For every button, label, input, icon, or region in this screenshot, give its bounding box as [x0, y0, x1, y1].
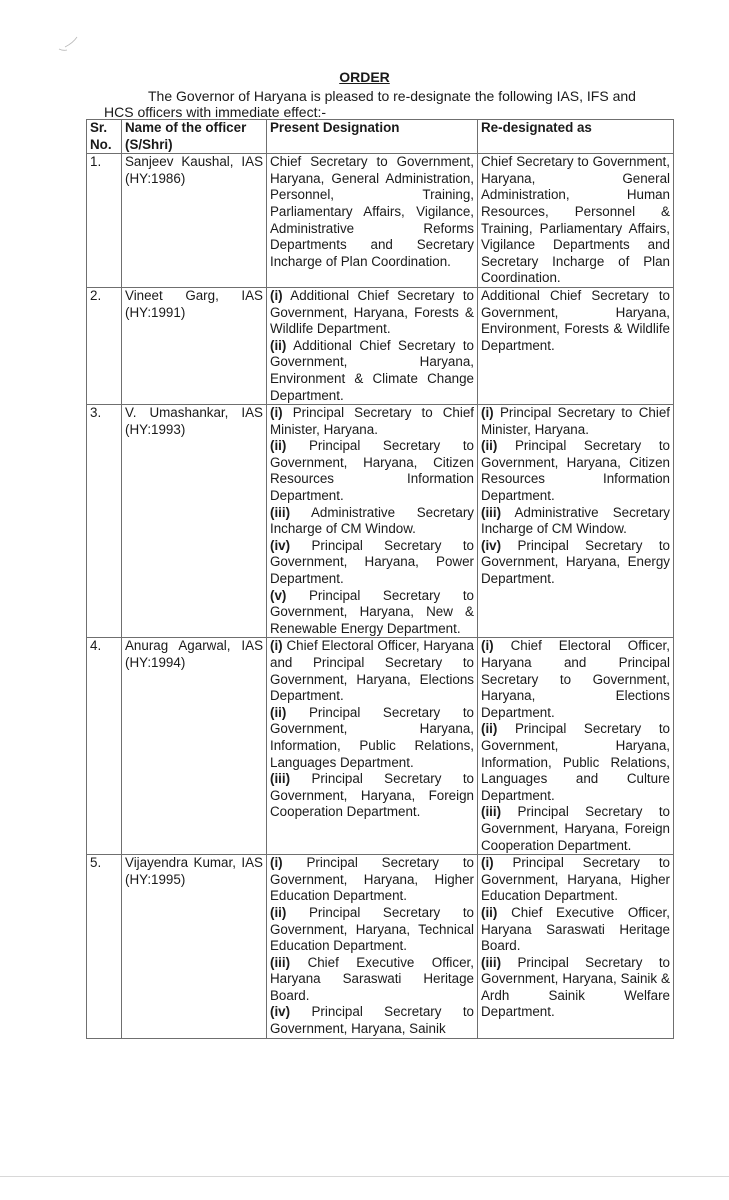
designation-item: [481, 154, 670, 287]
order-title: ORDER: [339, 69, 390, 85]
item-numeral: (iii): [481, 504, 502, 520]
cell-redesignated-as: [478, 154, 674, 288]
item-text: Principal Secretary to Government, Haryana, Higher Education Department.: [270, 855, 474, 904]
item-numeral: (ii): [270, 904, 287, 920]
item-numeral: (i): [481, 405, 494, 421]
item-text: Chief Secretary to Government, Haryana, General Administration, Personnel, Training, Parliamentary Affairs, Vigilance, Administrative Reforms Departments and Secretary Incharge of Plan Coordination.: [270, 154, 474, 269]
designation-item: [270, 1004, 474, 1037]
item-numeral: (i): [270, 287, 283, 303]
item-numeral: (iii): [270, 504, 291, 520]
cell-officer-name: Anurag Agarwal, IAS (HY:1994): [122, 638, 267, 855]
item-numeral: (i): [270, 638, 283, 654]
designation-item: [481, 804, 670, 854]
designation-item: [270, 505, 474, 538]
designation-item: [481, 538, 670, 588]
item-text: Principal Secretary to Government, Haryana, Foreign Cooperation Department.: [270, 771, 474, 820]
designation-item: [481, 505, 670, 538]
item-text: Principal Secretary to Chief Minister, Haryana.: [481, 405, 670, 437]
cell-redesignated-as: [478, 287, 674, 404]
designation-item: [270, 538, 474, 588]
item-text: Principal Secretary to Government, Haryana, Foreign Cooperation Department.: [481, 804, 670, 853]
header-sr-no: Sr. No.: [87, 120, 122, 154]
item-numeral: (iii): [270, 771, 291, 787]
item-text: Additional Chief Secretary to Government, Haryana, Environment, Forests & Wildlife Department.: [481, 287, 670, 353]
item-text: Principal Secretary to Government, Haryana, Energy Department.: [481, 537, 670, 587]
item-numeral: (i): [270, 405, 283, 421]
item-text: Administrative Secretary Incharge of CM Window.: [481, 504, 670, 537]
cell-present-designation: [267, 154, 478, 288]
table-row: [87, 855, 674, 1039]
item-text: Administrative Secretary Incharge of CM Window.: [270, 504, 474, 537]
table-row: [87, 638, 674, 855]
designation-item: [481, 905, 670, 955]
designation-item: [481, 721, 670, 804]
table-header-row: [87, 120, 674, 154]
item-text: Principal Secretary to Government, Haryana, Higher Education Department.: [481, 855, 670, 904]
item-text: Chief Executive Officer, Haryana Saraswati Heritage Board.: [481, 904, 670, 954]
pen-mark: [55, 35, 85, 55]
cell-present-designation: [267, 638, 478, 855]
designation-item: [270, 405, 474, 438]
cell-sr-no: 1.: [87, 154, 122, 288]
item-numeral: (i): [270, 855, 283, 871]
designation-item: [270, 955, 474, 1005]
item-numeral: (i): [481, 638, 494, 654]
item-numeral: (iii): [481, 954, 502, 970]
intro-line-2: HCS officers with immediate effect:-: [104, 104, 327, 120]
item-text: Additional Chief Secretary to Government, Haryana, Environment & Climate Change Department.: [270, 337, 474, 403]
designation-item: [270, 771, 474, 821]
item-text: Principal Secretary to Government, Haryana, Information, Public Relations, Languages and Culture Department.: [481, 721, 670, 803]
header-present-designation: Present Designation: [267, 120, 478, 154]
redesignation-table: [86, 119, 674, 1039]
header-redesignated-as: Re-designated as: [478, 120, 674, 154]
designation-item: [481, 288, 670, 354]
cell-redesignated-as: [478, 855, 674, 1039]
cell-officer-name: Vijayendra Kumar, IAS (HY:1995): [122, 855, 267, 1039]
item-numeral: (iv): [481, 537, 502, 553]
table-row: [87, 287, 674, 404]
cell-sr-no: 5.: [87, 855, 122, 1039]
item-numeral: (iv): [270, 537, 291, 553]
item-numeral: (iv): [270, 1004, 291, 1020]
item-text: Principal Secretary to Government, Haryana, Information, Public Relations, Languages Department.: [270, 704, 474, 770]
designation-item: [270, 154, 474, 270]
cell-present-designation: [267, 287, 478, 404]
item-numeral: (ii): [270, 438, 287, 454]
designation-item: [270, 438, 474, 504]
item-text: Principal Secretary to Government, Haryana, Citizen Resources Information Department.: [270, 438, 474, 504]
designation-item: [481, 405, 670, 438]
cell-present-designation: [267, 855, 478, 1039]
item-numeral: (ii): [481, 438, 498, 454]
item-text: Principal Secretary to Government, Haryana, Citizen Resources Information Department.: [481, 438, 670, 504]
intro-line-1: The Governor of Haryana is pleased to re-designate the following IAS, IFS and: [148, 88, 636, 104]
item-text: Principal Secretary to Government, Haryana, Sainik & Ardh Sainik Welfare Department.: [481, 954, 670, 1020]
designation-item: [481, 638, 670, 721]
designation-item: [270, 588, 474, 638]
item-text: Additional Chief Secretary to Government, Haryana, Forests & Wildlife Department.: [270, 287, 474, 337]
cell-sr-no: 3.: [87, 405, 122, 638]
cell-sr-no: 4.: [87, 638, 122, 855]
cell-redesignated-as: [478, 638, 674, 855]
cell-redesignated-as: [478, 405, 674, 638]
cell-officer-name: Vineet Garg, IAS (HY:1991): [122, 287, 267, 404]
cell-sr-no: 2.: [87, 287, 122, 404]
order-intro: [104, 88, 664, 120]
designation-item: [270, 638, 474, 704]
cell-officer-name: V. Umashankar, IAS (HY:1993): [122, 405, 267, 638]
cell-officer-name: Sanjeev Kaushal, IAS (HY:1986): [122, 154, 267, 288]
item-text: Principal Secretary to Chief Minister, Haryana.: [270, 405, 474, 437]
item-numeral: (iii): [481, 804, 502, 820]
designation-item: [270, 905, 474, 955]
designation-item: [270, 338, 474, 404]
header-officer-name: Name of the officer (S/Shri): [122, 120, 267, 154]
item-text: Principal Secretary to Government, Haryana, New & Renewable Energy Department.: [270, 587, 474, 636]
cell-present-designation: [267, 405, 478, 638]
item-text: Principal Secretary to Government, Haryana, Sainik: [270, 1004, 474, 1037]
item-text: Chief Secretary to Government, Haryana, General Administration, Human Resources, Personnel & Training, Parliamentary Affairs, Vigilance Departments and Secretary Incharge of Plan Coordination.: [481, 154, 670, 286]
designation-item: [481, 855, 670, 905]
designation-item: [270, 705, 474, 771]
item-numeral: (v): [270, 587, 287, 603]
designation-item: [270, 288, 474, 338]
item-text: Principal Secretary to Government, Haryana, Power Department.: [270, 537, 474, 587]
item-numeral: (iii): [270, 954, 291, 970]
item-numeral: (i): [481, 855, 494, 871]
table-row: [87, 405, 674, 638]
item-text: Chief Electoral Officer, Haryana and Principal Secretary to Government, Haryana, Elections Department.: [481, 638, 670, 720]
footer-rule: [0, 1176, 729, 1177]
designation-item: [481, 438, 670, 504]
item-numeral: (ii): [270, 337, 287, 353]
table-row: [87, 154, 674, 288]
item-numeral: (ii): [270, 704, 287, 720]
table-body: [87, 154, 674, 1038]
item-numeral: (ii): [481, 904, 498, 920]
item-text: Principal Secretary to Government, Haryana, Technical Education Department.: [270, 904, 474, 954]
designation-item: [481, 955, 670, 1021]
designation-item: [270, 855, 474, 905]
item-numeral: (ii): [481, 721, 498, 737]
item-text: Chief Executive Officer, Haryana Saraswati Heritage Board.: [270, 954, 474, 1003]
item-text: Chief Electoral Officer, Haryana and Principal Secretary to Government, Haryana, Elections Department.: [270, 638, 474, 704]
